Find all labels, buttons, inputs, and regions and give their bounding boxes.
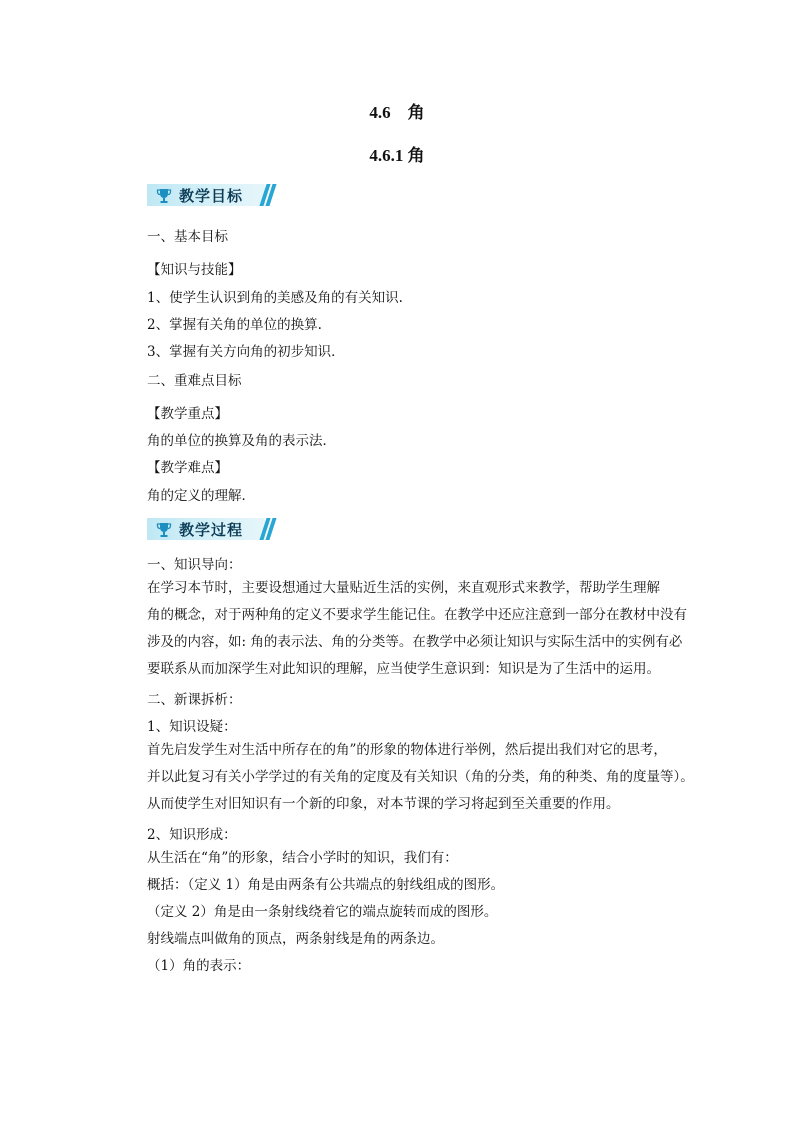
paragraph-line: 角的概念，对于两种角的定义不要求学生能记住。在教学中还应注意到一部分在教材中没有 (147, 607, 687, 623)
sub2-heading: 2、知识形成： (147, 827, 237, 843)
paragraph-line: 概括：（定义 1）角是由两条有公共端点的射线组成的图形。 (147, 877, 505, 893)
key-difficulty-heading: 二、重难点目标 (147, 373, 242, 389)
subsection-title: 4.6.1 角 (369, 146, 425, 165)
paragraph-line: 并以此复习有关小学学过的有关角的定度及有关知识（角的分类，角的种类、角的度量等）。 (147, 769, 694, 785)
paragraph-line: 在学习本节时，主要设想通过大量贴近生活的实例，来直观形式来教学，帮助学生理解 (147, 580, 660, 596)
focus-heading: 【教学重点】 (147, 406, 228, 422)
paragraph-line: （1）角的表示： (147, 958, 251, 974)
objectives-banner (147, 182, 275, 210)
sub1-heading: 1、知识设疑： (147, 719, 237, 735)
paragraph-line: （定义 2）角是由一条射线绕着它的端点旋转而成的图形。 (147, 904, 498, 920)
knowledge-skills-heading: 【知识与技能】 (147, 262, 242, 278)
objective-item: 2、掌握有关角的单位的换算. (147, 317, 322, 333)
sub2-paragraph (147, 845, 647, 980)
trophy-icon (156, 522, 172, 538)
paragraph-line: 射线端点叫做角的顶点，两条射线是角的两条边。 (147, 931, 444, 947)
basic-goal-heading: 一、基本目标 (147, 229, 228, 245)
objective-item: 1、使学生认识到角的美感及角的有关知识. (147, 290, 403, 306)
paragraph-line: 涉及的内容，如: 角的表示法、角的分类等。在教学中必须让知识与实际生活中的实例有必 (147, 634, 683, 650)
objective-item: 3、掌握有关方向角的初步知识． (147, 344, 345, 360)
new-lesson-heading: 二、新课拆析： (147, 692, 242, 708)
process-banner-label: 教学过程 (179, 521, 244, 539)
objectives-banner-label: 教学目标 (179, 187, 244, 205)
sub1-paragraph (147, 737, 694, 818)
section-title: 4.6 角 (369, 103, 425, 122)
intro-heading: 一、知识导向： (147, 557, 242, 573)
process-banner (147, 516, 275, 544)
trophy-icon (156, 188, 172, 204)
paragraph-line: 首先启发学生对生活中所存在的角”的形象的物体进行举例，然后提出我们对它的思考， (147, 742, 667, 758)
intro-paragraph (147, 575, 687, 683)
focus-text: 角的单位的换算及角的表示法． (147, 433, 336, 449)
paragraph-line: 从生活在“角”的形象，结合小学时的知识，我们有： (147, 850, 458, 866)
paragraph-line: 要联系从而加深学生对此知识的理解，应当使学生意识到：知识是为了生活中的运用。 (147, 661, 660, 677)
difficulty-heading: 【教学难点】 (147, 460, 228, 476)
difficulty-text: 角的定义的理解． (147, 488, 255, 504)
paragraph-line: 从而使学生对旧知识有一个新的印象，对本节课的学习将起到至关重要的作用。 (147, 796, 620, 812)
